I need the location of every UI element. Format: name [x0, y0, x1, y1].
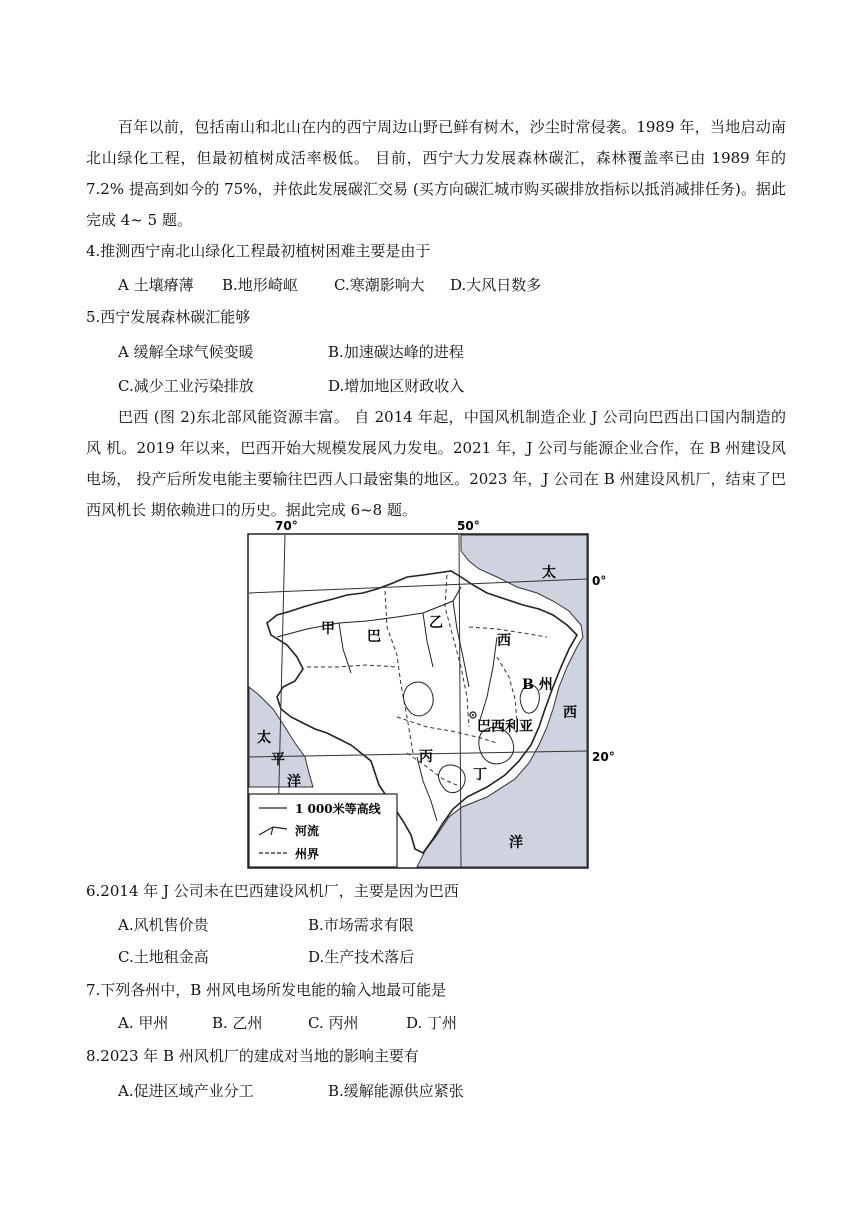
- question-6-option-d: D.生产技术落后: [308, 948, 415, 966]
- passage-2-line: 投产后所发电能主要输往巴西人口最密集的地区。2023 年，J 公司在 B 州建设风机厂，结束了巴西风机长: [86, 470, 786, 519]
- question-8-option-b: B.缓解能源供应紧张: [328, 1082, 464, 1100]
- passage-2-line: 期依赖进口的历史。据此完成 6~8 题。: [150, 501, 417, 519]
- state-label-ding: 丁: [473, 767, 487, 783]
- ocean-label-ping: 平: [271, 752, 285, 768]
- longitude-70-label: 70°: [275, 519, 298, 533]
- question-4-stem: 4.推测西宁南北山绿化工程最初植树困难主要是由于: [86, 242, 431, 260]
- ocean-label-yang-pacific: 洋: [287, 774, 301, 790]
- question-4-option-a: A 土壤瘠薄: [118, 276, 194, 294]
- legend-river-label: 河流: [295, 824, 320, 838]
- brasilia-marker-dot: [472, 714, 474, 716]
- question-6-option-c: C.土地租金高: [118, 948, 209, 966]
- legend-boundary-label: 州界: [295, 847, 320, 861]
- question-5-stem: 5.西宁发展森林碳汇能够: [86, 308, 251, 326]
- passage-2-line: 巴西 (图 2)东北部风能资源丰富。 自 2014 年起，中国风机制造企业 J 公司向巴西出口国内制造的风: [86, 408, 786, 457]
- question-8-option-a: A.促进区域产业分工: [118, 1082, 254, 1100]
- question-7-option-a: A. 甲州: [118, 1014, 169, 1032]
- question-4-option-b: B.地形崎岖: [222, 276, 298, 294]
- legend-contour-label: 1 000米等高线: [295, 802, 381, 816]
- longitude-50-label: 50°: [457, 519, 480, 533]
- ocean-label-yang-atlantic: 洋: [509, 835, 523, 851]
- brazil-map: [247, 517, 617, 870]
- question-5-option-a: A 缓解全球气候变暖: [118, 343, 254, 361]
- map-legend: [249, 794, 397, 867]
- question-4-option-c: C.寒潮影响大: [334, 276, 425, 294]
- state-label-jia: 甲: [321, 621, 335, 637]
- country-label-ba: 巴: [367, 629, 381, 645]
- question-7-option-b: B. 乙州: [212, 1014, 263, 1032]
- question-6-option-a: A.风机售价贵: [118, 916, 209, 934]
- passage-1-line: 5 题。: [147, 211, 192, 229]
- state-label-b: B 州: [522, 677, 553, 693]
- state-label-yi: 乙: [429, 615, 443, 631]
- passage-2-line: 机。2019 年以来，巴西开始大规模发展风力发电。2021 年，J 公司与能源企业合作，在 B 州建设风电场，: [86, 439, 786, 488]
- latitude-0-label: 0°: [592, 574, 607, 588]
- passage-1-line: 提高到如今的 75%，并依此发展碳汇交易 (买方向碳汇城市购买碳排放指标以抵消减排任务)。据此完成 4~: [86, 180, 786, 229]
- question-7-stem: 7.下列各州中，B 州风电场所发电能的输入地最可能是: [86, 981, 447, 999]
- question-8-stem: 8.2023 年 B 州风机厂的建成对当地的影响主要有: [86, 1047, 419, 1065]
- country-label-xi-east: 西: [563, 705, 577, 721]
- city-label-brasilia: 巴西利亚: [477, 719, 533, 735]
- question-6-option-b: B.市场需求有限: [308, 916, 414, 934]
- question-5-option-b: B.加速碳达峰的进程: [328, 343, 464, 361]
- question-7-option-c: C. 丙州: [308, 1014, 359, 1032]
- country-label-xi-north: 西: [497, 633, 511, 649]
- question-4-option-d: D.大风日数多: [450, 276, 542, 294]
- passage-1: [86, 112, 786, 236]
- passage-1-line: 百年以前，包括南山和北山在内的西宁周边山野已鲜有树木，沙尘时常侵袭。1989 年，当地启动南: [118, 118, 786, 136]
- question-5-option-c: C.减少工业污染排放: [118, 377, 254, 395]
- latitude-20-label: 20°: [592, 750, 615, 764]
- state-label-bing: 丙: [419, 749, 433, 765]
- question-6-stem: 6.2014 年 J 公司未在巴西建设风机厂，主要是因为巴西: [86, 882, 459, 900]
- passage-2: [86, 402, 786, 526]
- passage-1-line: 北山绿化工程，但最初植树成活率极低。 目前，西宁大力发展森林碳汇，森林覆盖率已由 1989 年的 7.2%: [86, 149, 786, 198]
- ocean-label-tai-atlantic: 太: [542, 565, 556, 581]
- question-5-option-d: D.增加地区财政收入: [328, 377, 465, 395]
- ocean-label-tai-pacific: 太: [257, 730, 271, 746]
- question-7-option-d: D. 丁州: [406, 1014, 458, 1032]
